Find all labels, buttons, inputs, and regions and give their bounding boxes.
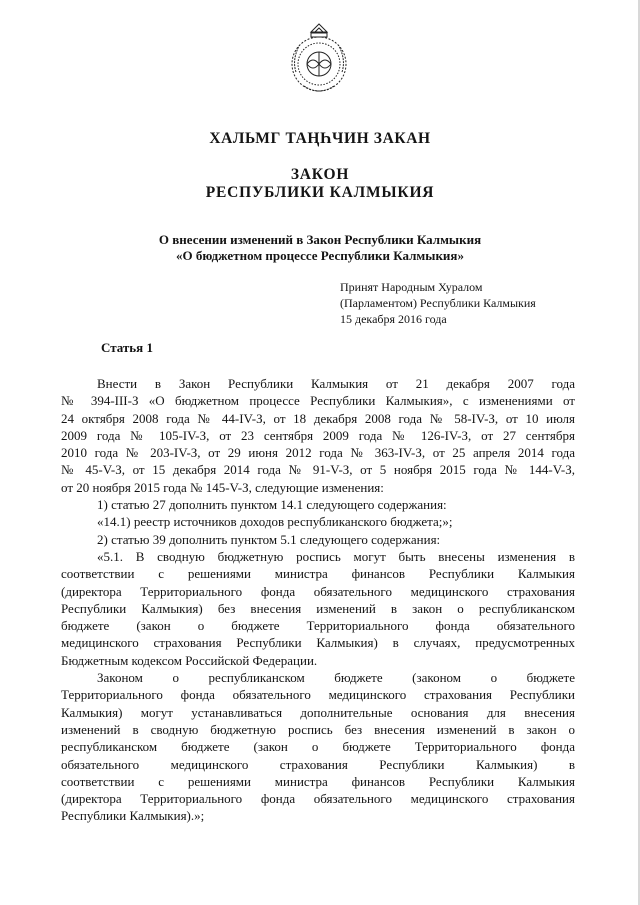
body-text-line: «5.1. В сводную бюджетную роспись могут быть внесены изменения в <box>97 548 575 564</box>
body-text-line: № 394-III-З «О бюджетном процессе Республики Калмыкия», с изменениями от <box>61 393 575 409</box>
body-text-line: Республики Калмыкия).»; <box>61 808 205 824</box>
law-title-line-2: «О бюджетном процессе Республики Калмыкия» <box>176 248 464 263</box>
adoption-date: 15 декабря 2016 года <box>340 312 447 326</box>
body-text-line: соответствии с решениями министра финансов Республики Калмыкия <box>61 566 575 582</box>
body-text-line: № 45-V-З, от 15 декабря 2014 года № 91-V-З, от 5 ноября 2015 года № 144-V-З, <box>61 462 575 478</box>
adoption-note-line: Принят Народным Хуралом <box>340 280 483 294</box>
body-text-line: обязательного медицинского страхования Республики Калмыкия) в <box>61 756 575 772</box>
body-text-line: Республики Калмыкия) без внесения изменений в закон о республиканском <box>61 600 575 616</box>
body-text-line: (директора Территориального фонда обязательного медицинского страхования <box>61 791 575 807</box>
body-text-line: Территориального фонда обязательного медицинского страхования Республики <box>61 687 575 703</box>
law-title-line-1: О внесении изменений в Закон Республики Калмыкия <box>158 232 482 247</box>
body-text-line: республиканском бюджете (закон о бюджете Территориального фонда <box>61 739 575 755</box>
adoption-note-line: (Парламентом) Республики Калмыкия <box>340 296 536 310</box>
body-text-line: Калмыкия) могут устанавливаться дополнительные основания для внесения <box>61 704 575 720</box>
body-text-line: «14.1) реестр источников доходов республиканского бюджета;»; <box>97 514 453 530</box>
adoption-note <box>340 279 536 327</box>
kalmyk-law-heading: ХАЛЬМГ ТАҢҺЧИН ЗАКАН <box>209 130 431 147</box>
body-text-line: Внести в Закон Республики Калмыкия от 21 декабря 2007 года <box>97 376 575 391</box>
law-heading: ЗАКОН <box>290 166 350 183</box>
body-text-line: 24 октября 2008 года № 44-IV-З, от 18 декабря 2008 года № 58-IV-З, от 10 июля <box>61 410 575 426</box>
body-text-line: бюджете (закон о бюджете Территориального фонда обязательного <box>61 618 575 634</box>
body-text-line: 2) статью 39 дополнить пунктом 5.1 следующего содержания: <box>97 531 441 547</box>
article-body <box>61 375 575 825</box>
body-text-line: (директора Территориального фонда обязательного медицинского страхования <box>61 583 575 599</box>
body-text-line: 2010 года № 203-IV-З, от 29 июня 2012 года № 363-IV-З, от 25 апреля 2014 года <box>61 445 575 461</box>
republic-heading: РЕСПУБЛИКИ КАЛМЫКИЯ <box>205 184 435 201</box>
body-text-line: соответствии с решениями министра финансов Республики Калмыкия <box>61 773 575 789</box>
body-text-line: изменений в сводную бюджетную роспись без внесения изменений в закон о <box>61 721 575 737</box>
body-text-line: Законом о республиканском бюджете (законом о бюджете <box>97 670 575 686</box>
body-text-line: 1) статью 27 дополнить пунктом 14.1 следующего содержания: <box>97 497 447 513</box>
body-text-line: от 20 ноября 2015 года № 145-V-З, следующие изменения: <box>61 479 384 495</box>
article-heading: Статья 1 <box>101 340 153 355</box>
body-text-line: медицинского страхования Республики Калмыкия) в случаях, предусмотренных <box>61 635 575 651</box>
coat-of-arms-emblem <box>282 20 356 100</box>
body-text-line: 2009 года № 105-IV-З, от 23 сентября 2009 года № 126-IV-З, от 27 сентября <box>61 427 575 443</box>
body-text-line: Бюджетным кодексом Российской Федерации. <box>61 652 318 668</box>
